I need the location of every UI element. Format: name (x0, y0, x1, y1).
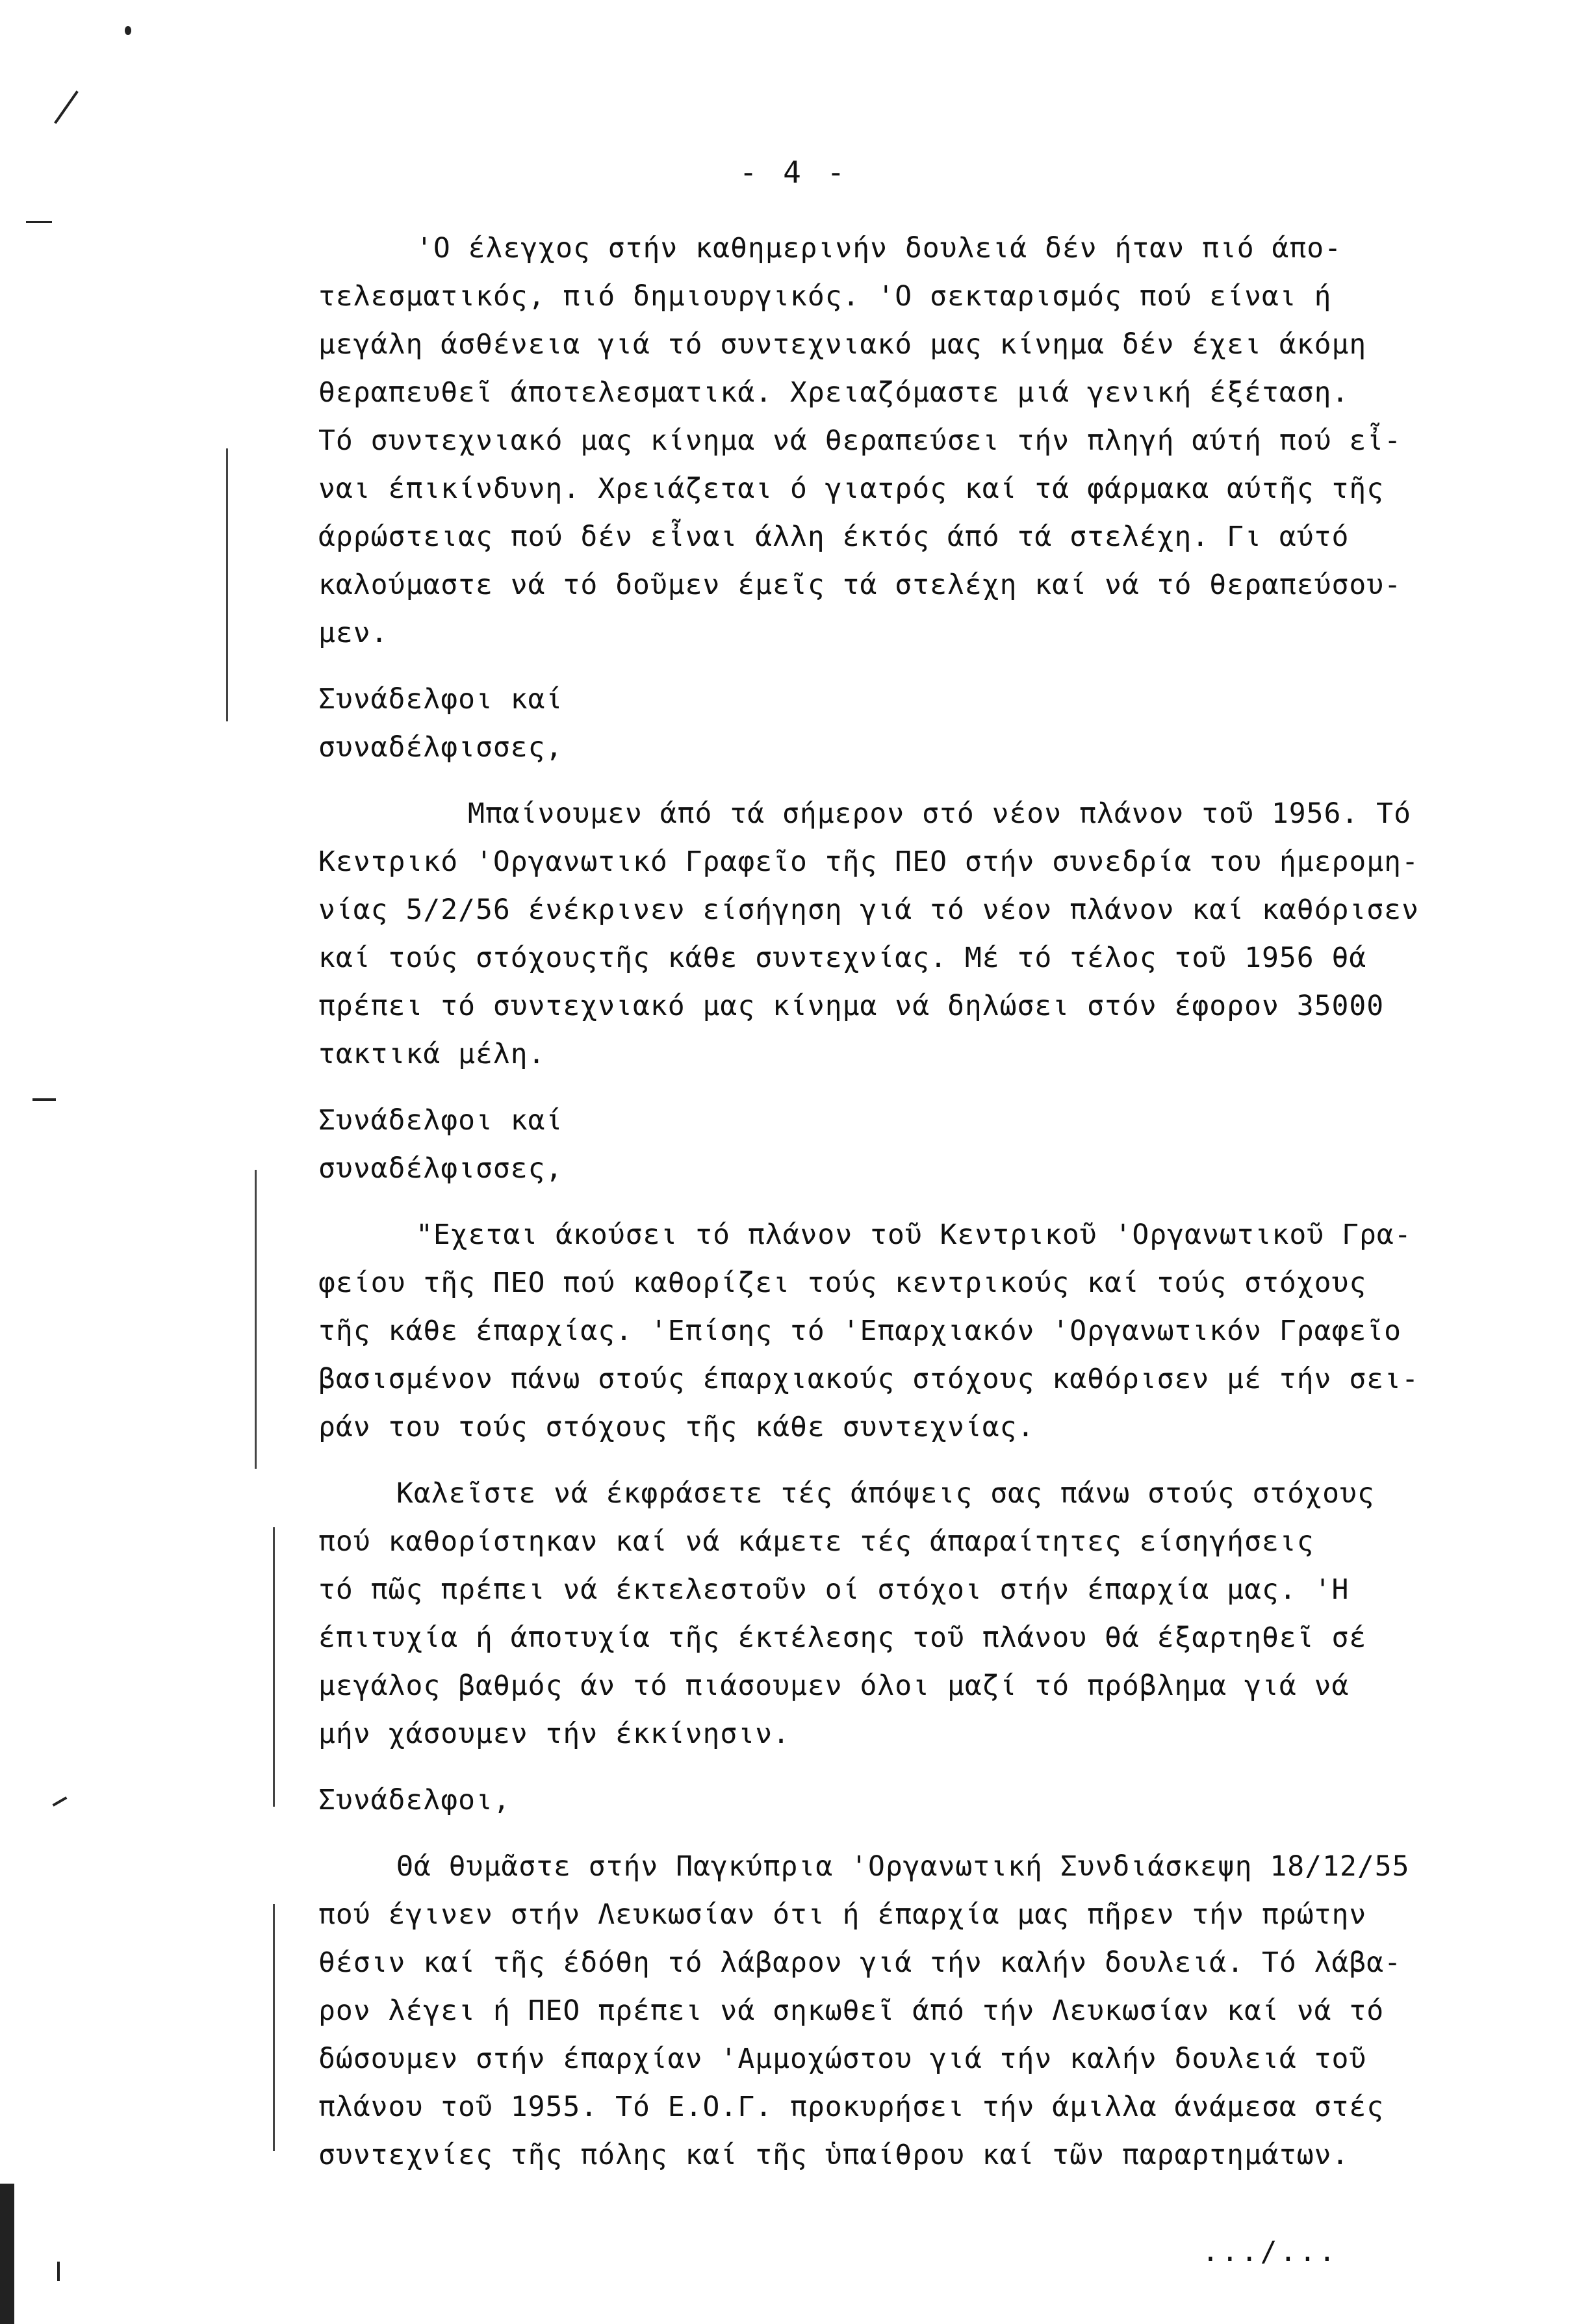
scan-mark (32, 1098, 56, 1101)
salutation-line: Συνάδελφοι καί (318, 1104, 563, 1137)
salutation-3 (318, 1776, 1585, 1824)
scan-margin-line (226, 448, 228, 721)
salutation-1 (318, 675, 1585, 771)
scan-mark (125, 26, 131, 35)
scan-margin-line (255, 1170, 257, 1469)
text-line: μεν. (318, 617, 389, 649)
text-line: καλούμαστε νά τό δοῦμεν έμεῖς τά στελέχη καί νά τό θεραπεύσου- (318, 569, 1402, 601)
page-number: - 4 - (739, 155, 849, 190)
scan-mark (57, 2262, 60, 2281)
text-line: καί τούς στόχουςτῆς κάθε συντεχνίας. Μέ τό τέλος τοῦ 1956 θά (318, 942, 1367, 974)
paragraph-5 (318, 1842, 1585, 2179)
paragraph-3 (318, 1211, 1585, 1451)
text-line: Κεντρικό 'Οργανωτικό Γραφεῖο τῆς ΠΕΟ στήν συνεδρία του ήμερομη- (318, 846, 1419, 878)
text-line: Θά θυμᾶστε στήν Παγκύπρια 'Οργανωτική Συνδιάσκεψη 18/12/55 (396, 1850, 1410, 1883)
text-line: τακτικά μέλη. (318, 1038, 546, 1070)
text-line: τελεσματικός, πιό δημιουργικός. 'Ο σεκταρισμός πού είναι ή (318, 280, 1332, 313)
text-line: ναι έπικίνδυνη. Χρειάζεται ό γιατρός καί τά φάρμακα αύτῆς τῆς (318, 472, 1385, 505)
text-line: θεραπευθεῖ άποτελεσματικά. Χρειαζόμαστε μιά γενική έξέταση. (318, 376, 1350, 409)
text-line: τό πῶς πρέπει νά έκτελεστοῦν οί στόχοι στήν έπαρχία μας. 'Η (318, 1573, 1350, 1606)
text-line: μεγάλος βαθμός άν τό πιάσουμεν όλοι μαζί τό πρόβλημα γιά νά (318, 1670, 1350, 1702)
document-body (318, 224, 1585, 2197)
text-line: νίας 5/2/56 ένέκρινεν είσήγηση γιά τό νέον πλάνον καί καθόρισεν (318, 894, 1419, 926)
salutation-2 (318, 1096, 1585, 1193)
scan-mark (0, 2184, 14, 2324)
text-line: θέσιν καί τῆς έδόθη τό λάβαρον γιά τήν καλήν δουλειά. Τό λάβα- (318, 1946, 1402, 1979)
salutation-line: συναδέλφισσες, (318, 731, 563, 764)
text-line: πού έγινεν στήν Λευκωσίαν ότι ή έπαρχία μας πῆρεν τήν πρώτην (318, 1898, 1367, 1931)
text-line: βασισμένον πάνω στούς έπαρχιακούς στόχους καθόρισεν μέ τήν σει- (318, 1363, 1419, 1395)
salutation-line: συναδέλφισσες, (318, 1152, 563, 1185)
text-line: Μπαίνουμεν άπό τά σήμερον στό νέον πλάνον τοῦ 1956. Τό (468, 797, 1411, 830)
salutation-line: Συνάδελφοι καί (318, 683, 563, 716)
continuation-mark: .../... (1202, 2236, 1338, 2268)
text-line: συντεχνίες τῆς πόλης καί τῆς ὑπαίθρου καί τῶν παραρτημάτων. (318, 2139, 1350, 2171)
text-line: "Εχεται άκούσει τό πλάνον τοῦ Κεντρικοῦ 'Οργανωτικοῦ Γρα- (416, 1219, 1412, 1251)
text-line: πλάνου τοῦ 1955. Τό Ε.Ο.Γ. προκυρήσει τήν άμιλλα άνάμεσα στές (318, 2091, 1385, 2123)
scan-mark (26, 221, 52, 223)
text-line: Τό συντεχνιακό μας κίνημα νά θεραπεύσει τήν πληγή αύτή πού εἶ- (318, 424, 1402, 457)
text-line: δώσουμεν στήν έπαρχίαν 'Αμμοχώστου γιά τήν καλήν δουλειά τοῦ (318, 2043, 1367, 2075)
text-line: έπιτυχία ή άποτυχία τῆς έκτέλεσης τοῦ πλάνου θά έξαρτηθεῖ σέ (318, 1621, 1367, 1654)
text-line: πού καθορίστηκαν καί νά κάμετε τές άπαραίτητες είσηγήσεις (318, 1525, 1314, 1558)
paragraph-4 (318, 1469, 1585, 1758)
text-line: μήν χάσουμεν τήν έκκίνησιν. (318, 1718, 790, 1750)
text-line: τῆς κάθε έπαρχίας. 'Επίσης τό 'Επαρχιακόν 'Οργανωτικόν Γραφεῖο (318, 1315, 1402, 1347)
salutation-line: Συνάδελφοι, (318, 1784, 511, 1816)
scan-margin-line (273, 1904, 275, 2151)
text-line: Καλεῖστε νά έκφράσετε τές άπόψεις σας πάνω στούς στόχους (396, 1477, 1375, 1510)
text-line: 'Ο έλεγχος στήν καθημερινήν δουλειά δέν ήταν πιό άπο- (416, 232, 1342, 265)
paragraph-2 (318, 790, 1585, 1078)
text-line: ράν του τούς στόχους τῆς κάθε συντεχνίας. (318, 1411, 1035, 1443)
scan-mark (54, 90, 79, 123)
text-line: ρον λέγει ή ΠΕΟ πρέπει νά σηκωθεῖ άπό τήν Λευκωσίαν καί νά τό (318, 1995, 1385, 2027)
text-line: άρρώστειας πού δέν εἶναι άλλη έκτός άπό τά στελέχη. Γι αύτό (318, 521, 1350, 553)
text-line: μεγάλη άσθένεια γιά τό συντεχνιακό μας κίνημα δέν έχει άκόμη (318, 328, 1367, 361)
text-line: πρέπει τό συντεχνιακό μας κίνημα νά δηλώσει στόν έφορον 35000 (318, 990, 1385, 1022)
paragraph-1 (318, 224, 1585, 657)
scan-margin-line (273, 1527, 275, 1807)
text-line: φείου τῆς ΠΕΟ πού καθορίζει τούς κεντρικούς καί τούς στόχους (318, 1267, 1367, 1299)
scan-mark (53, 1796, 68, 1806)
